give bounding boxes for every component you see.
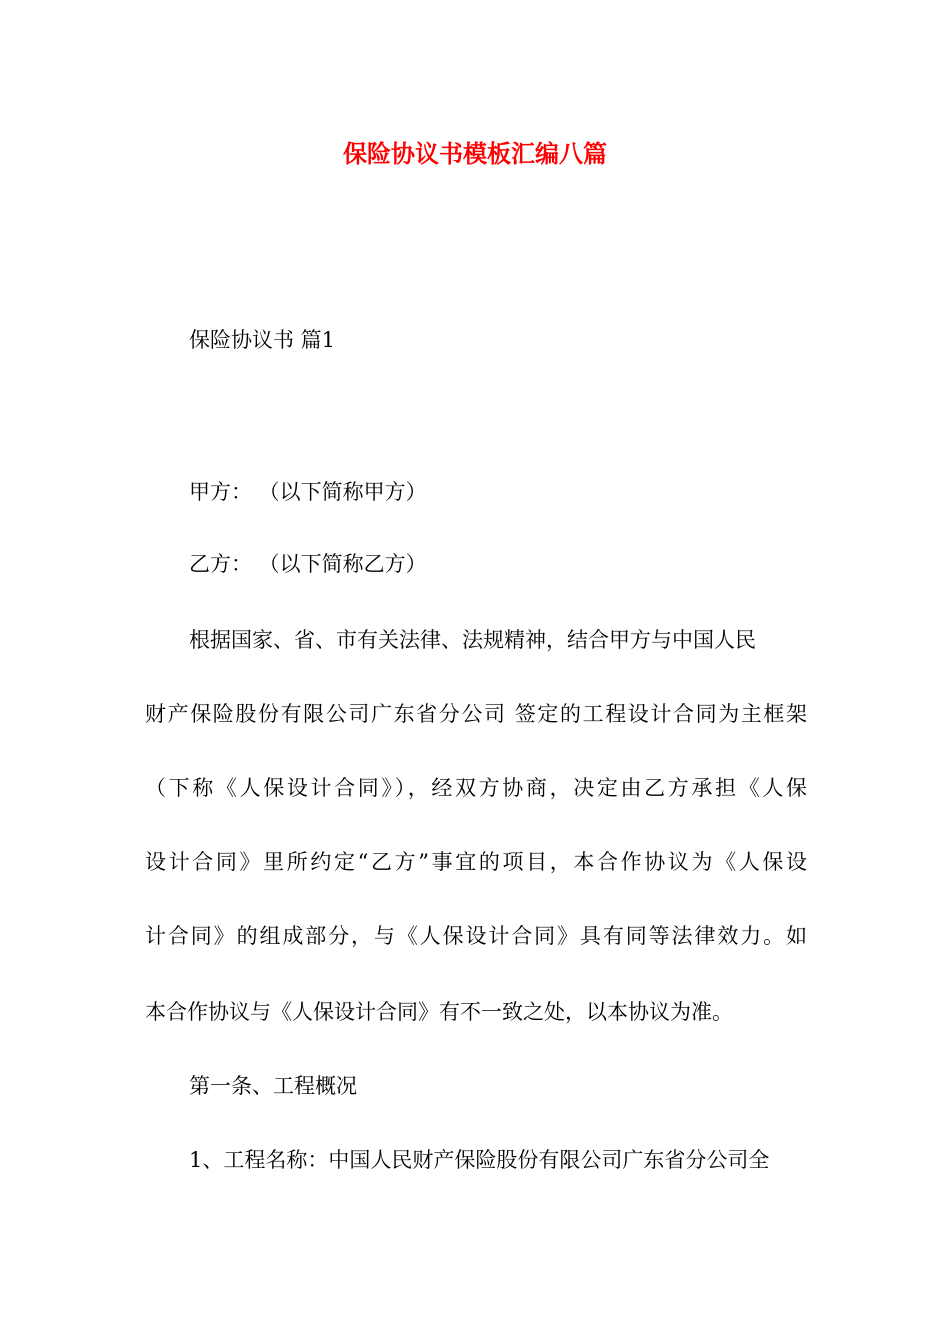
paragraph-line: 财产保险股份有限公司广东省分公司 签定的工程设计合同为主框架: [145, 702, 807, 726]
paragraph-line: （下称《人保设计合同》），经双方协商，决定由乙方承担《人保: [145, 776, 807, 800]
party-b-line: 乙方： （以下简称乙方）: [189, 552, 427, 576]
party-a-line: 甲方： （以下简称甲方）: [189, 480, 427, 504]
article-heading: 第一条、工程概况: [189, 1074, 357, 1098]
paragraph-line: 设计合同》里所约定“乙方”事宜的项目，本合作协议为《人保设: [145, 850, 807, 874]
list-item: 1、工程名称：中国人民财产保险股份有限公司广东省分公司全: [189, 1148, 770, 1172]
paragraph-line: 根据国家、省、市有关法律、法规精神，结合甲方与中国人民: [189, 628, 756, 652]
document-title: 保险协议书模板汇编八篇: [343, 139, 607, 168]
paragraph-line: 计合同》的组成部分，与《人保设计合同》具有同等法律效力。如: [145, 924, 807, 948]
section-heading: 保险协议书 篇1: [189, 328, 336, 352]
paragraph-line: 本合作协议与《人保设计合同》有不一致之处，以本协议为准。: [145, 1000, 733, 1024]
